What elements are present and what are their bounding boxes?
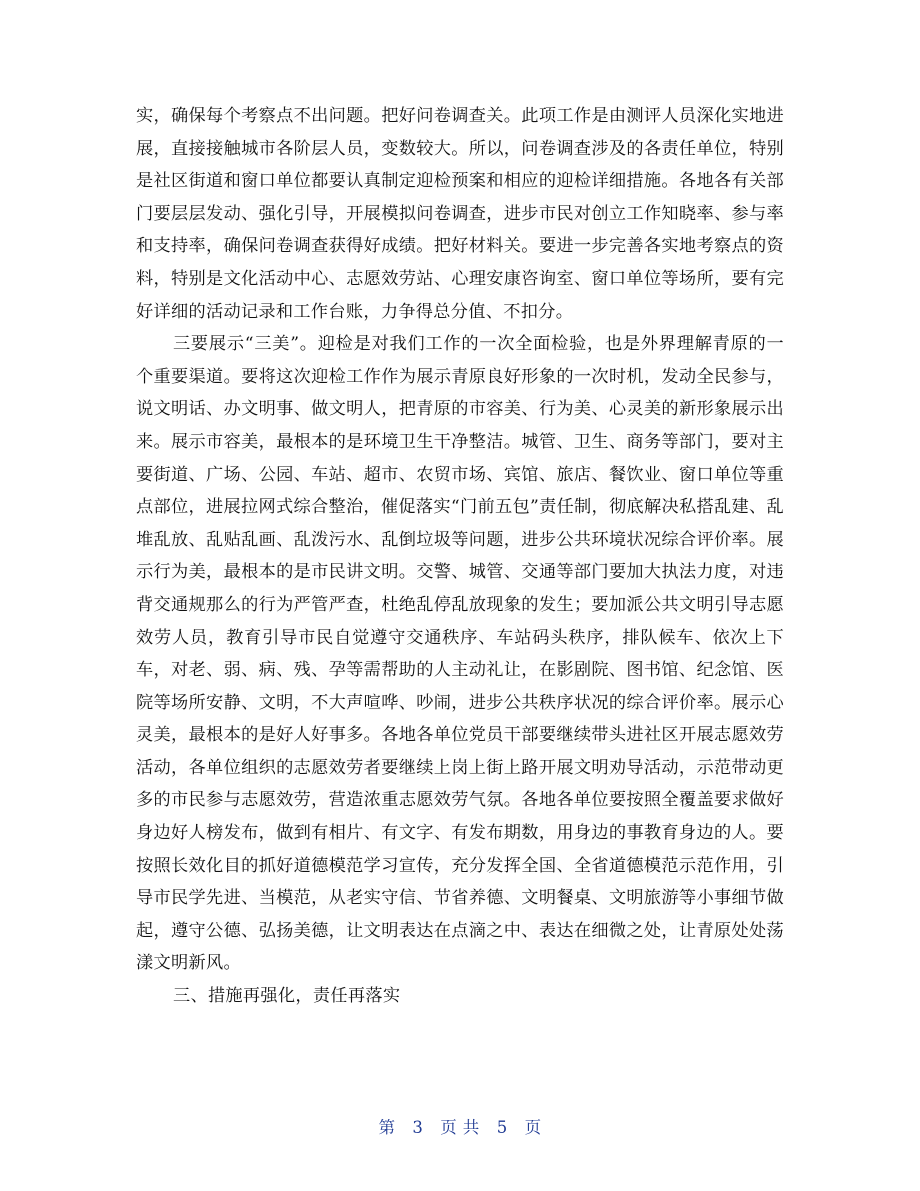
footer-suffix: 页	[524, 1118, 542, 1137]
section-heading: 三、措施再强化，责任再落实	[172, 986, 401, 1007]
paragraph-continued: 实，确保每个考察点不出问题。把好问卷调查关。此项工作是由测评人员深化实地进展，直接接触城市各阶层人员，变数较大。所以，问卷调查涉及的各责任单位，特别是社区街道和窗口单位都要认真制定迎检预案和相应的迎检详细措施。各地各有关部门要层层发动、强化引导，开展模拟问卷调查，进步市民对创立工作知晓率、参与率和支持率，确保问卷调查获得好成绩。把好材料关。要进一步完善各实地考察点的资料，特别是文化活动中心、志愿效劳站、心理安康咨询室、窗口单位等场所，要有完好详细的活动记录和工作台账，力争得总分值、不扣分。	[136, 106, 784, 322]
footer-total-pages: 5	[496, 1118, 508, 1137]
footer-current-page: 3	[412, 1118, 424, 1137]
footer-middle: 页 共	[440, 1118, 480, 1137]
document-body	[136, 100, 784, 1013]
footer-prefix: 第	[378, 1118, 396, 1137]
paragraph-three-beauties: 三要展示“三美”。迎检是对我们工作的一次全面检验，也是外界理解青原的一个重要渠道。要将这次迎检工作作为展示青原良好形象的一次时机，发动全民参与，说文明话、办文明事、做文明人，把青原的市容美、行为美、心灵美的新形象展示出来。展示市容美，最根本的是环境卫生干净整洁。城管、卫生、商务等部门，要对主要街道、广场、公园、车站、超市、农贸市场、宾馆、旅店、餐饮业、窗口单位等重点部位，进展拉网式综合整治，催促落实“门前五包”责任制，彻底解决私搭乱建、乱堆乱放、乱贴乱画、乱泼污水、乱倒垃圾等问题，进步公共环境状况综合评价率。展示行为美，最根本的是市民讲文明。交警、城管、交通等部门要加大执法力度，对违背交通规那么的行为严管严查，杜绝乱停乱放现象的发生；要加派公共文明引导志愿效劳人员，教育引导市民自觉遵守交通秩序、车站码头秩序，排队候车、依次上下车，对老、弱、病、残、孕等需帮助的人主动礼让，在影剧院、图书馆、纪念馆、医院等场所安静、文明，不大声喧哗、吵闹，进步公共秩序状况的综合评价率。展示心灵美，最根本的是好人好事多。各地各单位党员干部要继续带头进社区开展志愿效劳活动，各单位组织的志愿效劳者要继续上岗上街上路开展文明劝导活动，示范带动更多的市民参与志愿效劳，营造浓重志愿效劳气氛。各地各单位要按照全覆盖要求做好身边好人榜发布，做到有相片、有文字、有发布期数，用身边的事教育身边的人。要按照长效化目的抓好道德模范学习宣传，充分发挥全国、全省道德模范示范作用，引导市民学先进、当模范，从老实守信、节省养德、文明餐桌、文明旅游等小事细节做起，遵守公德、弘扬美德，让文明表达在点滴之中、表达在细微之处，让青原处处荡漾文明新风。	[136, 334, 784, 974]
page-footer	[0, 1114, 920, 1138]
